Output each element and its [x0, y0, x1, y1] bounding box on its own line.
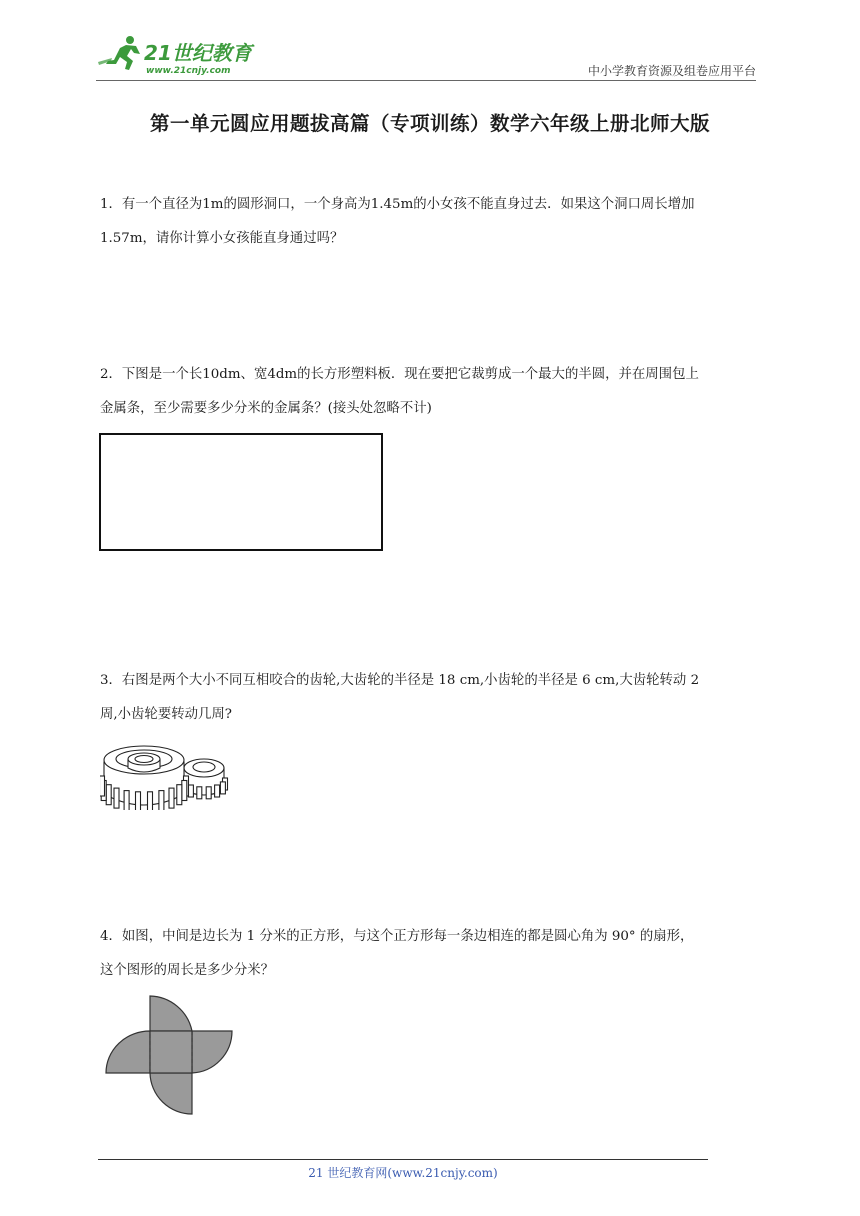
- gear-tooth: [188, 785, 193, 797]
- platform-name: 中小学教育资源及组卷应用平台: [587, 64, 756, 78]
- gear-tooth: [197, 787, 202, 799]
- question-4: [100, 920, 766, 988]
- question-1-line-2: 1.57m，请你计算小女孩能直身通过吗？: [100, 231, 344, 246]
- question-2: [100, 358, 766, 426]
- footer-link[interactable]: 21 世纪教育网(www.21cnjy.com): [308, 1166, 498, 1180]
- gear-tooth: [136, 792, 141, 810]
- header-divider: [96, 80, 756, 81]
- gear-tooth: [148, 792, 153, 810]
- gear-tooth: [177, 785, 182, 805]
- gear-tooth: [124, 791, 129, 810]
- question-3-line-2: 周,小齿轮要转动几周?: [100, 707, 232, 722]
- question-3: [100, 664, 766, 732]
- gear-tooth: [220, 782, 225, 794]
- question-4-line-2: 这个图形的周长是多少分米？: [100, 963, 275, 978]
- question-2-line-1: 2．下图是一个长10dm、宽4dm的长方形塑料板．现在要把它裁剪成一个最大的半圆，并在周围包上: [100, 367, 699, 382]
- question-2-line-2: 金属条，至少需要多少分米的金属条？(接头处忽略不计): [100, 401, 432, 416]
- footer-divider: [98, 1159, 708, 1160]
- question-1: [100, 188, 766, 256]
- question-3-line-1: 3．右图是两个大小不同互相咬合的齿轮,大齿轮的半径是 18 cm,小齿轮的半径是 6 cm,大齿轮转动 2: [100, 673, 700, 688]
- gear-tooth: [169, 788, 174, 808]
- runner-icon: [98, 36, 140, 70]
- question-4-line-1: 4．如图，中间是边长为 1 分米的正方形，与这个正方形每一条边相连的都是圆心角为 90° 的扇形，: [100, 929, 694, 944]
- pinwheel-figure: [104, 995, 236, 1121]
- gear-tooth: [106, 785, 111, 805]
- question-1-line-1: 1．有一个直径为1m的圆形洞口，一个身高为1.45m的小女孩不能直身过去．如果这个洞口周长增加: [100, 197, 695, 212]
- page-title: 第一单元圆应用题拔高篇（专项训练）数学六年级上册北师大版: [149, 112, 710, 135]
- gear-tooth: [206, 787, 211, 799]
- rectangle-figure: [99, 433, 385, 557]
- gear-tooth: [114, 788, 119, 808]
- gears-figure: [100, 738, 230, 814]
- logo-url-text: www.21cnjy.com: [146, 66, 231, 76]
- gear-tooth: [100, 776, 105, 796]
- gear-tooth: [159, 791, 164, 810]
- site-logo: [96, 34, 266, 78]
- gear-tooth: [215, 785, 220, 797]
- logo-text: 21世纪教育: [144, 41, 252, 65]
- gear-tooth: [182, 781, 187, 801]
